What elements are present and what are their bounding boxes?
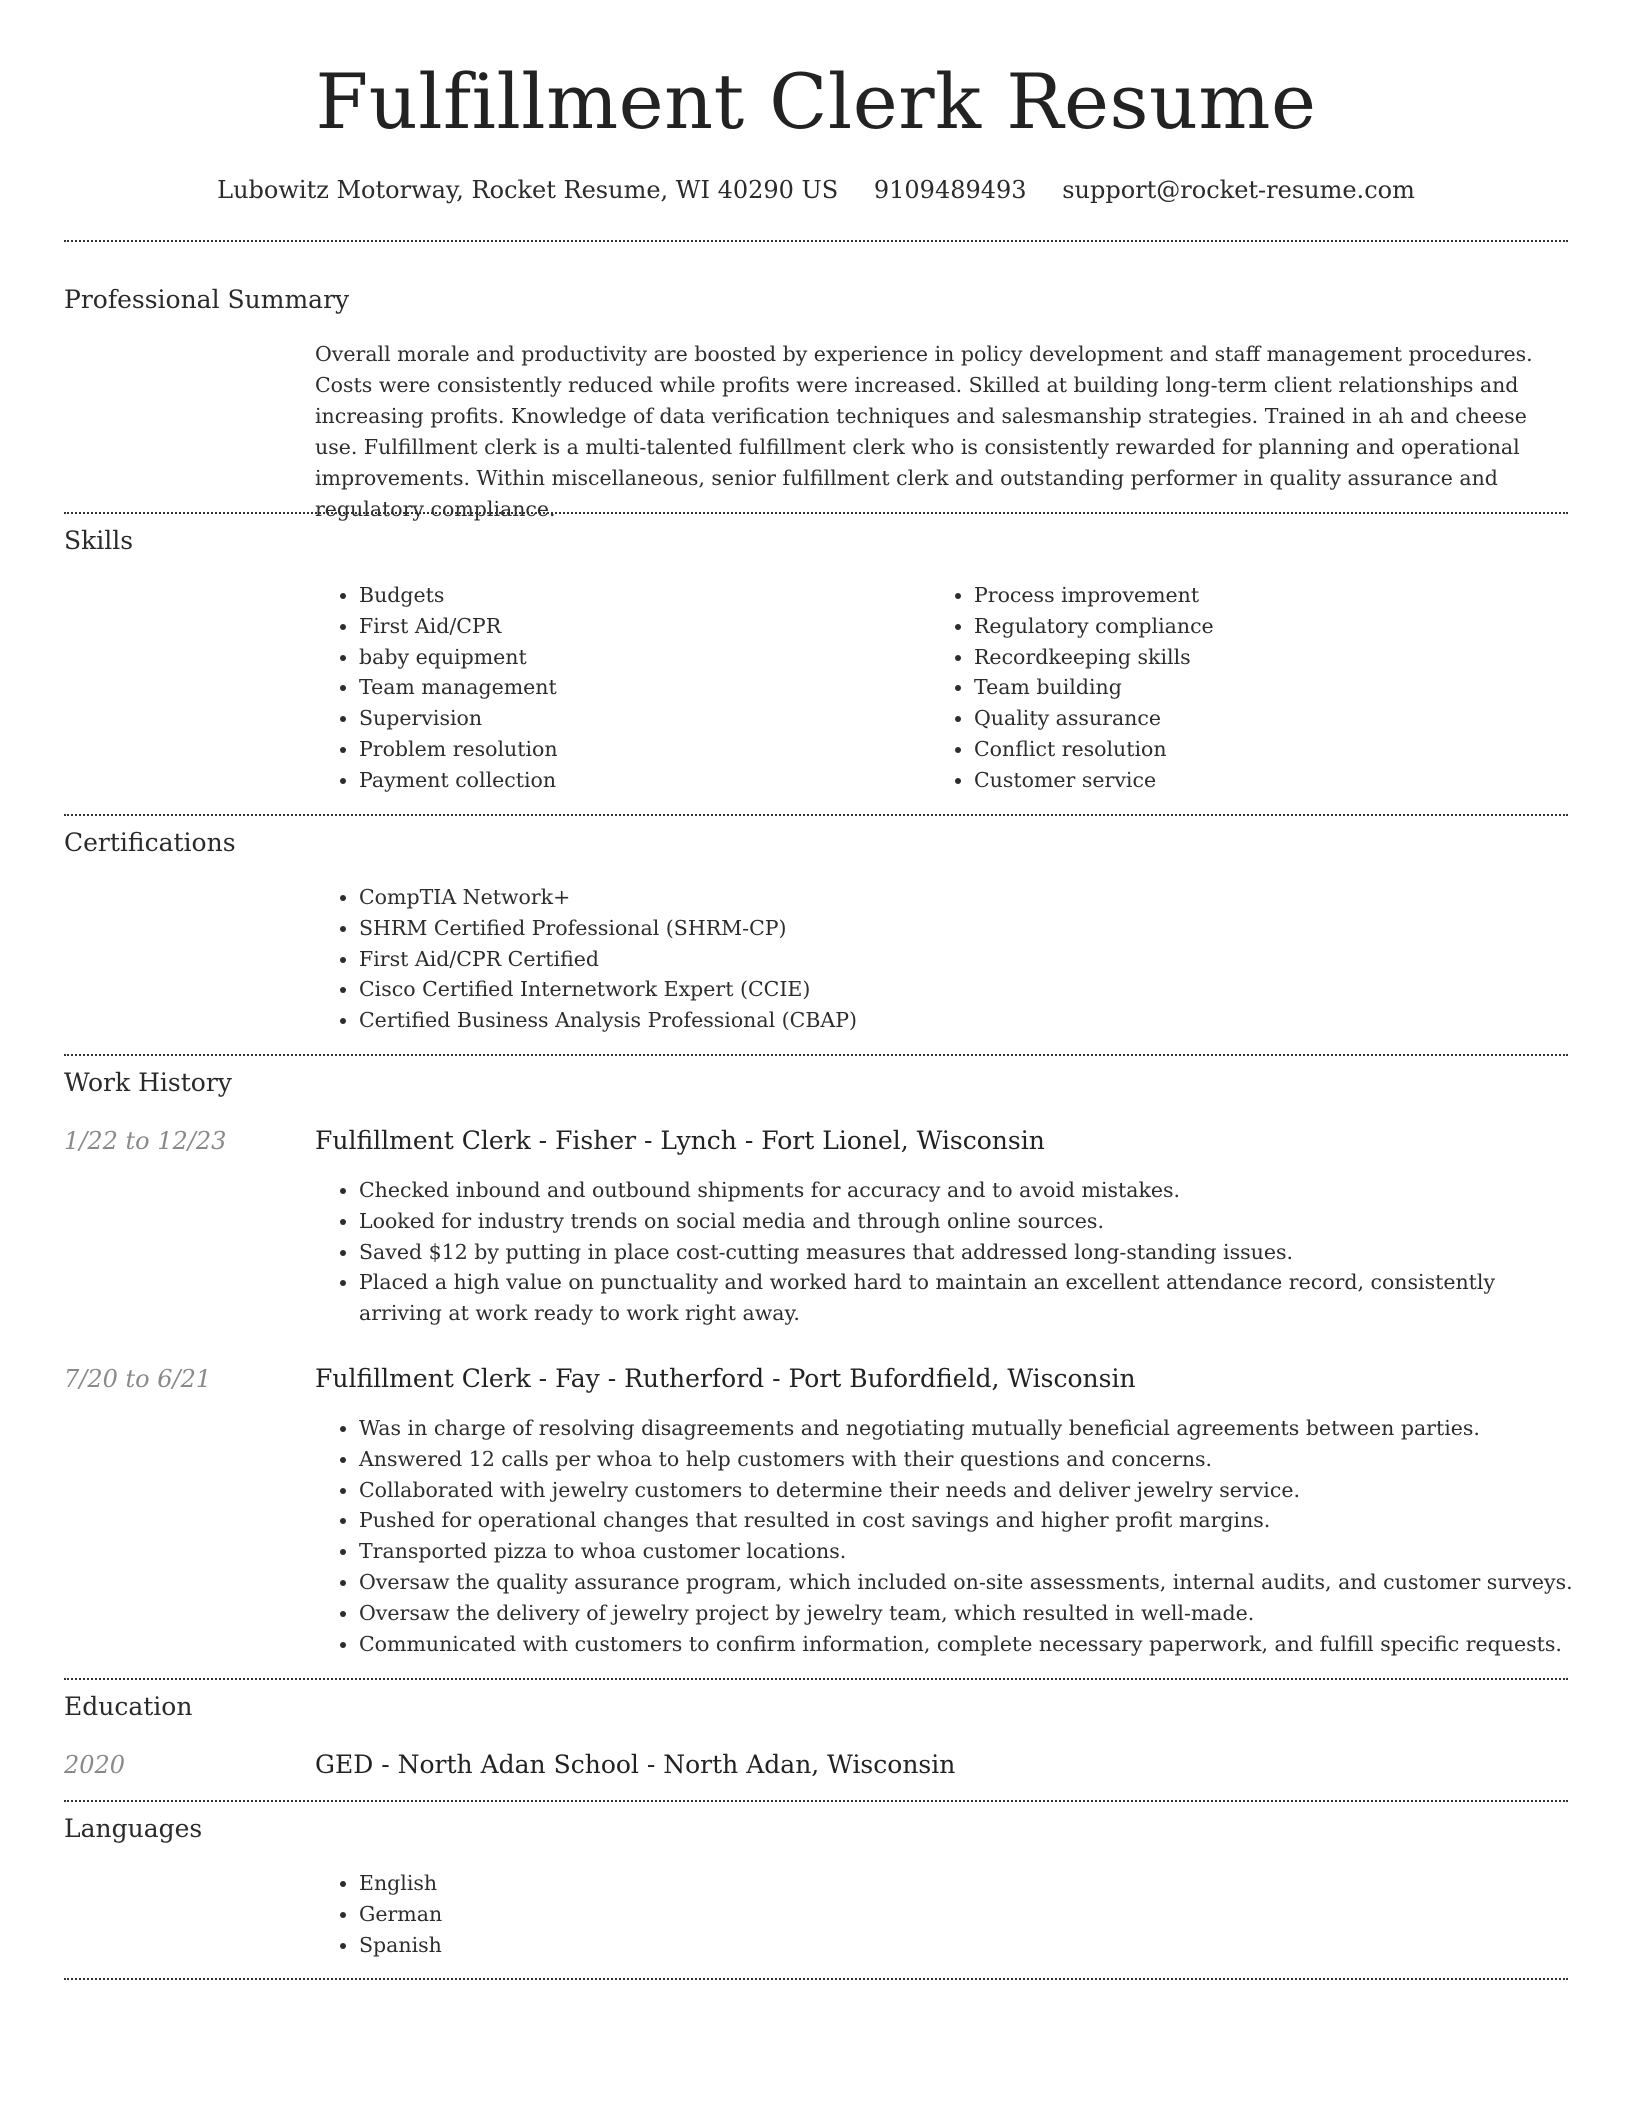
skill-item: • Budgets	[359, 580, 919, 611]
skill-item: • Team building	[974, 672, 1574, 703]
work-history-heading: Work History	[64, 1068, 232, 1097]
certification-item: • CompTIA Network+	[359, 882, 1559, 913]
certification-item: • SHRM Certified Professional (SHRM-CP)	[359, 913, 1559, 944]
certification-item: • First Aid/CPR Certified	[359, 944, 1559, 975]
job-dates: 1/22 to 12/23	[64, 1127, 227, 1155]
job-bullet: • Communicated with customers to confirm information, complete necessary paperwork, and fulfill specific requests.	[359, 1629, 1612, 1660]
skill-item: • Recordkeeping skills	[974, 642, 1574, 673]
language-item: • English	[359, 1868, 959, 1899]
section-divider	[64, 240, 1568, 242]
job-dates: 7/20 to 6/21	[64, 1365, 212, 1393]
job-bullets	[315, 1413, 1612, 1659]
skill-item: • Conflict resolution	[974, 734, 1574, 765]
job-bullet: • Collaborated with jewelry customers to determine their needs and deliver jewelry service.	[359, 1475, 1612, 1506]
section-divider	[64, 1978, 1568, 1980]
section-divider	[64, 814, 1568, 816]
language-item: • Spanish	[359, 1930, 959, 1961]
summary-heading: Professional Summary	[64, 285, 350, 314]
job-bullet: • Saved $12 by putting in place cost-cutting measures that addressed long-standing issues.	[359, 1237, 1568, 1268]
skill-item: • Supervision	[359, 703, 919, 734]
skills-list-left	[315, 580, 919, 796]
certification-item: • Cisco Certified Internetwork Expert (CCIE)	[359, 974, 1559, 1005]
section-divider	[64, 1678, 1568, 1680]
job-title: Fulfillment Clerk - Fisher - Lynch - Fort Lionel, Wisconsin	[315, 1126, 1045, 1155]
contact-email: support@rocket-resume.com	[1062, 176, 1415, 204]
certifications-heading: Certifications	[64, 828, 236, 857]
language-item: • German	[359, 1899, 959, 1930]
contact-address: Lubowitz Motorway, Rocket Resume, WI 40290 US	[217, 176, 839, 204]
job-bullet: • Oversaw the delivery of jewelry project by jewelry team, which resulted in well-made.	[359, 1598, 1612, 1629]
job-bullet: • Transported pizza to whoa customer locations.	[359, 1536, 1612, 1567]
section-divider	[64, 1054, 1568, 1056]
skill-item: • First Aid/CPR	[359, 611, 919, 642]
skill-item: • Payment collection	[359, 765, 919, 796]
skill-item: • Process improvement	[974, 580, 1574, 611]
skill-item: • Team management	[359, 672, 919, 703]
contact-phone: 9109489493	[873, 176, 1027, 204]
contact-line	[64, 170, 1568, 210]
certification-item: • Certified Business Analysis Professional (CBAP)	[359, 1005, 1559, 1036]
certifications-list	[315, 882, 1559, 1036]
job-bullet: • Checked inbound and outbound shipments for accuracy and to avoid mistakes.	[359, 1175, 1568, 1206]
job-bullet: • Placed a high value on punctuality and worked hard to maintain an excellent attendance record, consistently arriving at work ready to work right away.	[359, 1267, 1568, 1329]
section-divider	[64, 1800, 1568, 1802]
education-heading: Education	[64, 1692, 193, 1721]
languages-heading: Languages	[64, 1814, 203, 1843]
skill-item: • Customer service	[974, 765, 1574, 796]
skill-item: • Regulatory compliance	[974, 611, 1574, 642]
resume-title: Fulfillment Clerk Resume	[315, 57, 1317, 146]
job-bullet: • Oversaw the quality assurance program, which included on-site assessments, internal audits, and customer surveys.	[359, 1567, 1612, 1598]
skills-heading: Skills	[64, 526, 134, 555]
education-entry: GED - North Adan School - North Adan, Wisconsin	[315, 1750, 956, 1779]
job-bullet: • Was in charge of resolving disagreements and negotiating mutually beneficial agreements between parties.	[359, 1413, 1612, 1444]
skill-item: • Problem resolution	[359, 734, 919, 765]
skills-list-right	[930, 580, 1574, 796]
skill-item: • baby equipment	[359, 642, 919, 673]
job-bullet: • Answered 12 calls per whoa to help customers with their questions and concerns.	[359, 1444, 1612, 1475]
job-title: Fulfillment Clerk - Fay - Rutherford - Port Bufordfield, Wisconsin	[315, 1364, 1136, 1393]
job-bullets	[315, 1175, 1568, 1329]
job-bullet: • Pushed for operational changes that resulted in cost savings and higher profit margins.	[359, 1505, 1612, 1536]
education-year: 2020	[64, 1751, 126, 1779]
summary-text: Overall morale and productivity are boosted by experience in policy development and staff management procedures. Costs were consistently reduced while profits were increased. Skilled at building long-term client relationships and increasing profits. Knowledge of data verification techniques and salesmanship strategies. Trained in ah and cheese use. Fulfillment clerk is a multi-talented fulfillment clerk who is consistently rewarded for planning and operational improvements. Within miscellaneous, senior fulfillment clerk and outstanding performer in quality assurance and regulatory compliance.	[315, 342, 1533, 521]
skill-item: • Quality assurance	[974, 703, 1574, 734]
section-divider	[64, 512, 1568, 514]
job-bullet: • Looked for industry trends on social media and through online sources.	[359, 1206, 1568, 1237]
languages-list	[315, 1868, 959, 1960]
